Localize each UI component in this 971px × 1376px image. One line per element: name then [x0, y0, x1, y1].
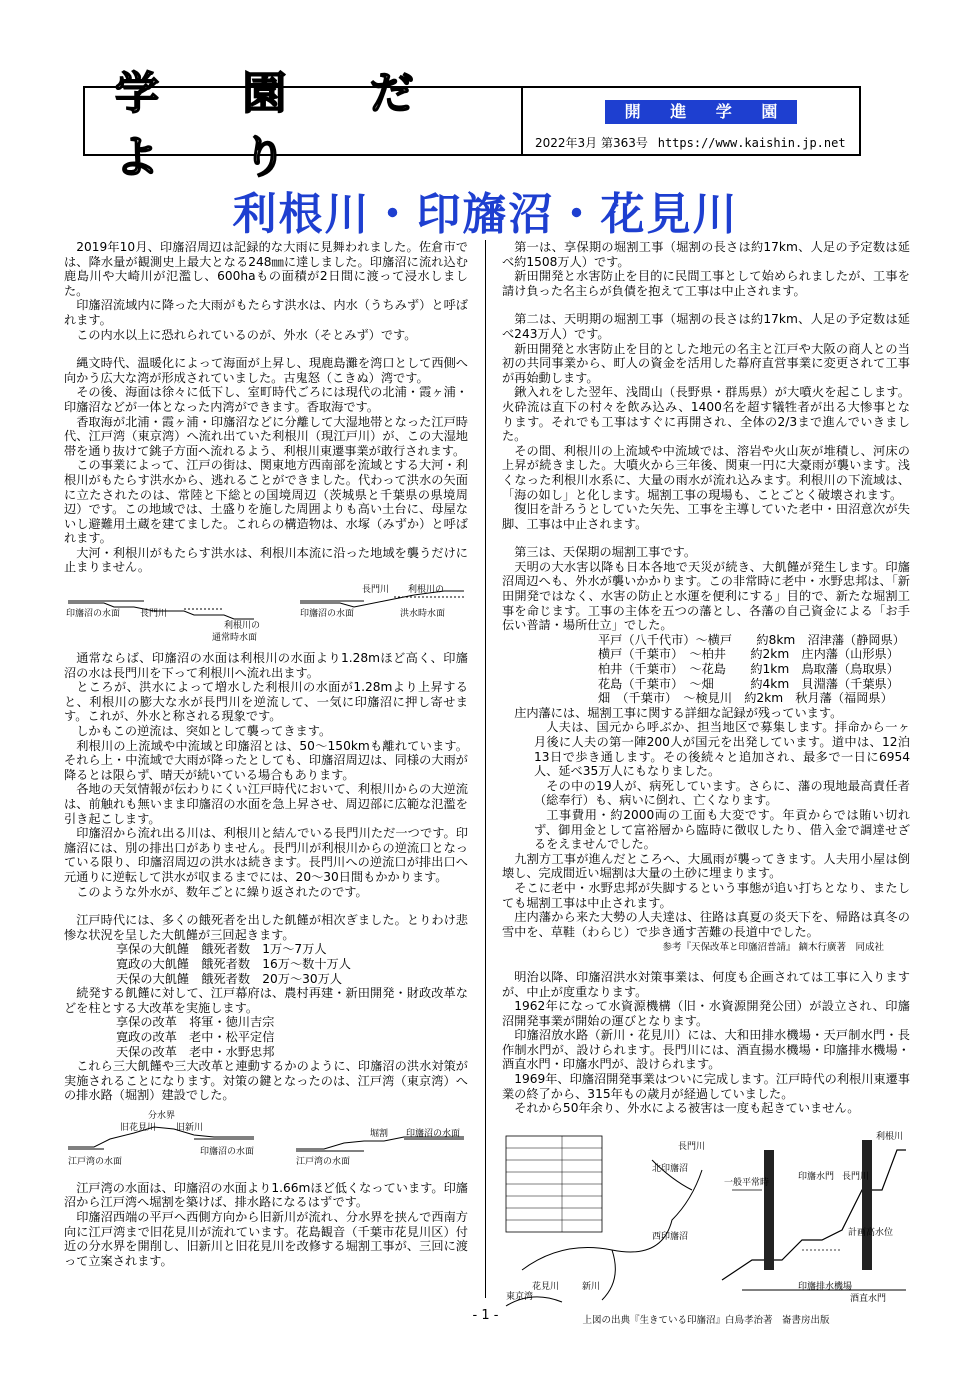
page-number: - 1 -	[472, 1308, 499, 1323]
paragraph: 印旛沼西端の平戸へ西側方向から旧新川が流れ、分水界を挟んで西南方向に江戸湾まで旧花見川が流れています。花島観音（千葉市花見川区）付近の分水界を開削し、旧新川と旧花見川を改修する堀割工事が、三回に渡って立案されます。	[64, 1210, 468, 1268]
diagram-label: 利根川の	[408, 585, 445, 596]
paragraph: 人夫は、国元から呼ぶか、担当地区で募集します。拝命から一ヶ月後に人夫の第一陣200人が国元を出発しています。道中は、12泊13日で歩き通します。その後続々と追加され、最多で一日に6954人、延べ35万人にもなりました。	[534, 720, 910, 779]
quoted-record	[502, 720, 910, 851]
newsletter-title: 学 園 だ よ り	[85, 88, 523, 154]
facility-figure	[502, 1130, 910, 1310]
diagram-label: 印旛沼の水面	[406, 1128, 461, 1139]
paragraph: 庄内藩には、堀割工事に関する詳細な記録が残っています。	[514, 705, 843, 720]
figure-label: 新川	[582, 1281, 601, 1292]
school-name: 開 進 学 園	[605, 100, 797, 124]
paragraph: しかもこの逆流は、突如として襲ってきます。	[76, 724, 332, 739]
diagram-label: 分水界	[148, 1110, 176, 1121]
water-level-diagram-1	[64, 581, 468, 643]
paragraph: 印旛沼から流れ出る川は、利根川と結んでいる長門川ただ一つです。印旛沼には、別の排出口がありません。長門川が利根川からの逆流口となっている限り、印旛沼周辺の洪水は続きます。長門川への逆流口が排出口へ元通りに逆転して洪水が収まるまでには、20～30日間もかかります。	[64, 826, 468, 884]
paragraph: 香取海が北浦・霞ヶ浦・印旛沼などに分離して大湿地帯となった江戸時代、江戸湾（東京湾）へ流れ出ていた利根川（現江戸川）が、この大湿地帯を通り抜けて銚子方面へ流れるよう、利根川東遷事業が敢行されます。	[64, 414, 468, 458]
reference-note: 参考『天保改革と印旛沼普請』 鏑木行廣著 同成社	[662, 942, 884, 954]
paragraph: 続発する飢饉に対して、江戸幕府は、農村再建・新田開発・財政改革などを柱とする大改革を実施します。	[64, 986, 468, 1015]
figure-label: 計画高水位	[848, 1227, 894, 1238]
paragraph: 利根川の上流域や中流域と印旛沼とは、50～150kmも離れています。それら上・中流域で大雨が降ったとしても、印旛沼周辺は、同様の大雨が降るとは限らず、晴天が続いている場合もあります。	[64, 738, 468, 782]
paragraph: 明治以降、印旛沼洪水対策事業は、何度も企画されては工事に入りますが、中止が度重なります。	[502, 969, 910, 999]
paragraph: 通常ならば、印旛沼の水面は利根川の水面より1.28mほど高く、印旛沼の水は長門川を下って利根川へ流れ出ます。	[64, 651, 468, 680]
paragraph: 縄文時代、温暖化によって海面が上昇し、現鹿島灘を湾口として西側へ向かう広大な湾が形成されていました。古鬼怒（こきぬ）湾です。	[64, 356, 468, 385]
figure-label: 東京湾	[506, 1291, 534, 1302]
paragraph: 第三は、天保期の堀割工事です。	[514, 545, 697, 560]
list-item: 花島（千葉市） ～畑 約4km 貝淵藩（千葉県）	[598, 676, 899, 691]
figure-label: 花見川	[532, 1281, 560, 1292]
article-headline: 利根川・印旛沼・花見川	[232, 189, 739, 240]
paragraph: それから50年余り、外水による被害は一度も起きていません。	[514, 1101, 860, 1116]
diagram-label: 江戸湾の水面	[68, 1156, 123, 1167]
diagram-label: 印旛沼の水面	[300, 609, 355, 620]
list-item: 畑 （千葉市） ～検見川 約2km 秋月藩（福岡県）	[598, 691, 893, 706]
issue-number: 2022年3月 第363号	[535, 136, 648, 150]
diagram-label: 通常時水面	[212, 633, 258, 644]
figure-label: 一般平常時	[724, 1177, 770, 1188]
figure-label: 西印旛沼	[652, 1231, 689, 1242]
list-item: 享保の改革 将軍・徳川吉宗	[116, 1015, 275, 1030]
list-item: 横戸（千葉市） ～柏井 約2km 庄内藩（山形県）	[598, 647, 899, 662]
figure-label: 酒直水門	[850, 1293, 887, 1304]
paragraph: 九割方工事が進んだところへ、大風雨が襲ってきます。人夫用小屋は倒壊し、完成間近い堀割は大量の土砂に埋まります。	[502, 851, 910, 881]
han-list	[502, 633, 910, 706]
column-divider	[485, 240, 486, 1298]
paragraph: 新田開発と水害防止を目的とした地元の名主と江戸や大阪の商人との当初の共同事業から、町人の資金を活用した幕府直営事業に変更されて工事が再始動します。	[502, 341, 910, 385]
masthead	[83, 68, 861, 183]
issue-line	[535, 134, 846, 151]
list-item: 寛政の大飢饉 餓死者数 16万～数十万人	[116, 956, 351, 971]
paragraph: この事業によって、江戸の街は、関東地方西南部を流域とする大河・利根川がもたらす洪水から、逃れることができました。代わって洪水の矢面に立たされたのは、常陸と下総との国境周辺（茨城県と千葉県の県境周辺）です。この地域では、土盛りを施した周囲よりも高い土台に、母屋ないし避難用土蔵を建てました。これらの構造物は、水塚（みずか）と呼ばれます。	[64, 458, 468, 546]
diagram-label: 利根川の	[224, 621, 261, 632]
paragraph: 工事費用・約2000両の工面も大変です。年貢からでは賄い切れず、御用金として富裕層から臨時に徴収したり、借入金で調達せざるをえませんでした。	[534, 807, 910, 852]
diagram-label: 長門川	[140, 609, 168, 620]
paragraph: 印旛沼流域内に降った大雨がもたらす洪水は、内水（うちみず）と呼ばれます。	[64, 298, 468, 327]
paragraph: そこに老中・水野忠邦が失脚するという事態が追い打ちとなり、またしても堀割工事は中止されます。	[502, 880, 910, 910]
paragraph: 天明の大水害以降も日本各地で天災が続き、大飢饉が発生します。印旛沼周辺へも、外水が襲いかかります。この非常時に老中・水野忠邦は、「新田開発ではなく、水害の防止と水運を便利にする」目的で、新たな堀割工事を命じます。工事の主体を五つの藩とし、各藩の自己資金による「お手伝い普請・場所仕立」でした。	[502, 559, 910, 633]
diagram-label: 印旛沼の水面	[200, 1146, 255, 1157]
left-column	[64, 240, 468, 1268]
paragraph: 2019年10月、印旛沼周辺は記録的な大雨に見舞われました。佐倉市では、降水量が観測史上最大となる248㎜に達しました。印旛沼に流れ込む鹿島川や大崎川が氾濫し、600haもの面積が2日間に渡って浸水しました。	[64, 240, 468, 298]
figure-caption: 上図の出典『生きている印旛沼』白鳥孝治著 崙書房出版	[582, 1314, 830, 1326]
paragraph: その中の19人が、病死しています。さらに、藩の現地最高責任者（総奉行）も、病いに倒れ、亡くなります。	[534, 778, 910, 808]
paragraph: これら三大飢饉や三大改革と連動するかのように、印旛沼の洪水対策が実施されることになります。対策の鍵となったのは、江戸湾（東京湾）への排水路（堀割）建設でした。	[64, 1059, 468, 1103]
paragraph: 1962年になって水資源機構（旧・水資源開発公団）が設立され、印旛沼開発事業が開始の運びとなります。	[502, 999, 910, 1028]
famine-list	[64, 942, 468, 986]
figure-label: 利根川	[876, 1131, 904, 1142]
diagram-label: 長門川	[362, 585, 390, 596]
list-item: 天保の改革 老中・水野忠邦	[116, 1044, 275, 1059]
list-item: 天保の大飢饉 餓死者数 20万～30万人	[116, 971, 343, 986]
paragraph: 復旧を計ろうとしていた矢先、工事を主導していた老中・田沼意次が失脚、工事は中止されます。	[502, 502, 910, 531]
paragraph: 第二は、天明期の堀割工事（堀割の長さは約17km、人足の予定数は延べ243万人）です。	[502, 312, 910, 341]
paragraph: 江戸時代には、多くの餓死者を出した飢饉が相次ぎました。とりわけ悲惨な状況を呈した大飢饉が三回起きます。	[64, 913, 468, 942]
website-link[interactable]: https://www.kaishin.jp.net	[657, 136, 846, 150]
diagram-label: 江戸湾の水面	[296, 1156, 351, 1167]
figure-label: 北印旛沼	[652, 1163, 689, 1174]
paragraph: ところが、洪水によって増水した利根川の水面が1.28mより上昇すると、利根川の膨大な水が長門川を逆流して、一気に印旛沼に押し寄せます。これが、外水と称される現象です。	[64, 680, 468, 724]
paragraph: 新田開発と水害防止を目的に民間工事として始められましたが、工事を請け負った名主らが負債を抱えて工事は中止されます。	[502, 269, 910, 298]
list-item: 享保の大飢饉 餓死者数 1万～7万人	[116, 942, 327, 957]
masthead-info	[523, 88, 859, 154]
figure-label: 長門川	[678, 1141, 706, 1152]
right-column	[502, 240, 910, 1328]
paragraph: 江戸湾の水面は、印旛沼の水面より1.66mほど低くなっています。印旛沼から江戸湾へ堀割を築けば、排水路になるはずです。	[64, 1180, 468, 1210]
list-item: 寛政の改革 老中・松平定信	[116, 1029, 275, 1044]
diagram-label: 印旛沼の水面	[66, 609, 121, 620]
diagram-label: 旧新川	[176, 1122, 204, 1133]
diagram-label: 堀割	[370, 1128, 389, 1139]
paragraph: 印旛沼放水路（新川・花見川）には、大和田排水機場・天戸制水門・長作制水門が、設けられます。長門川には、酒直揚水機場・印旛排水機場・酒直水門・印旛水門が、設けられます。	[502, 1028, 910, 1072]
reform-list	[64, 1015, 468, 1059]
figure-label: 印旛水門	[798, 1171, 835, 1182]
paragraph: その後、海面は徐々に低下し、室町時代ごろには現代の北浦・霞ヶ浦・印旛沼などが一体となった内湾ができます。香取海です。	[64, 385, 468, 414]
paragraph: 鍬入れをした翌年、浅間山（長野県・群馬県）が大噴火を起こします。火砕流は直下の村々を飲み込み、1400名を超す犠牲者が出る大惨事となります。それでも工事はすぐに再開され、全体の2/3まで進んでいきました。	[502, 385, 910, 444]
diagram-label: 洪水時水面	[400, 609, 446, 620]
paragraph: 各地の天気情報が伝わりにくい江戸時代において、利根川からの大逆流は、前触れも無いまま印旛沼の水面を急上昇させ、周辺部に広範な氾濫を引き起こします。	[64, 782, 468, 826]
figure-label: 長門川	[842, 1171, 870, 1182]
list-item: 柏井（千葉市） ～花島 約1km 鳥取藩（鳥取県）	[598, 662, 899, 677]
paragraph: 第一は、享保期の堀割工事（堀割の長さは約17km、人足の予定数は延べ約1508万人）です。	[502, 240, 910, 269]
paragraph: 大河・利根川がもたらす洪水は、利根川本流に沿った地域を襲うだけに止まりません。	[64, 545, 468, 575]
diagram-label: 旧花見川	[120, 1122, 157, 1133]
paragraph: 庄内藩から来た大勢の人夫達は、往路は真夏の炎天下を、帰路は真冬の雪中を、草鞋（わらじ）で歩き通す苦難の長道中でした。	[502, 910, 910, 939]
water-level-diagram-2	[64, 1109, 468, 1173]
list-item: 平戸（八千代市）～横戸 約8km 沼津藩（静岡県）	[598, 632, 905, 647]
paragraph: 1969年、印旛沼開発事業はついに完成します。江戸時代の利根川東遷事業の終了から、315年もの歳月が経過していました。	[502, 1072, 910, 1101]
paragraph: このような外水が、数年ごとに繰り返されたのです。	[76, 884, 368, 899]
paragraph: その間、利根川の上流域や中流域では、溶岩や火山灰が堆積し、河床の上昇が続きました。大噴火から三年後、関東一円に大豪雨が襲います。浅くなった利根川水系に、大量の雨水が流れ込みます。利根川の下流域は、「海の如し」と化します。堀割工事の現場も、ことごとく破壊されます。	[502, 443, 910, 502]
paragraph: この内水以上に恐れられているのが、外水（そとみず）です。	[76, 327, 417, 342]
figure-label: 印旛排水機場	[798, 1281, 853, 1292]
